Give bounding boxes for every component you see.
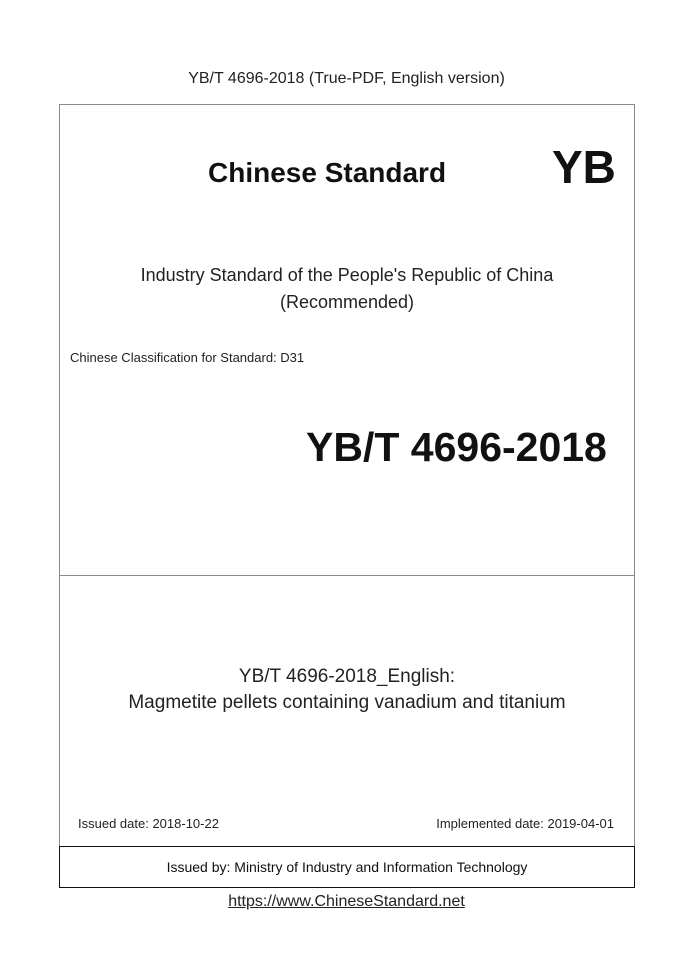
document-title [59, 664, 635, 716]
industry-standard-label [59, 262, 635, 316]
standard-number: YB/T 4696-2018 [306, 424, 607, 470]
industry-line-1: Industry Standard of the People's Republic of China [140, 265, 554, 285]
implemented-date: Implemented date: 2019-04-01 [436, 816, 614, 831]
document-title-line-1: YB/T 4696-2018_English: [238, 666, 456, 687]
website-link[interactable]: https://www.ChineseStandard.net [228, 893, 465, 910]
standard-code-prefix: YB [552, 141, 616, 193]
industry-line-2: (Recommended) [279, 292, 415, 312]
document-title-line-2: Magmetite pellets containing vanadium and titanium [128, 692, 566, 713]
issuer-text: Issued by: Ministry of Industry and Information Technology [166, 859, 528, 875]
classification-label: Chinese Classification for Standard: D31 [70, 350, 305, 365]
page-header: YB/T 4696-2018 (True-PDF, English version) [188, 70, 505, 87]
issuer-box [59, 846, 635, 888]
footer [0, 893, 693, 911]
issued-date: Issued date: 2018-10-22 [78, 816, 219, 831]
cover-title: Chinese Standard [208, 157, 447, 188]
